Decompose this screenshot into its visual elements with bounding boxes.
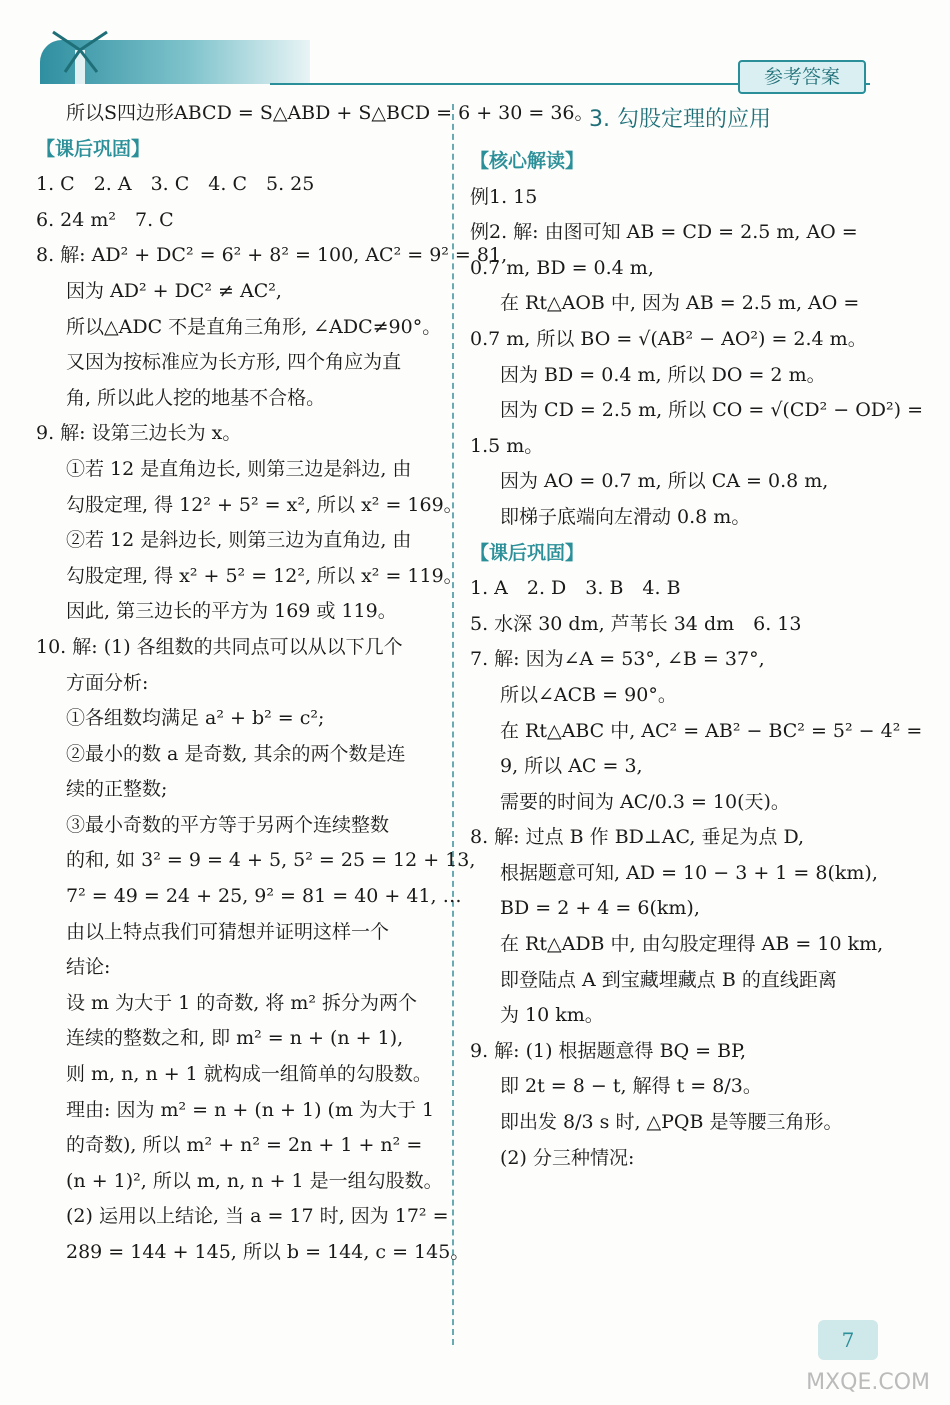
text-line: 6. 24 m² 7. C — [36, 208, 174, 231]
text-line: 在 Rt△ADB 中, 由勾股定理得 AB = 10 km, — [500, 933, 884, 956]
text-line: 8. 解: AD² + DC² = 6² + 8² = 100, AC² = 9² = 81, — [36, 244, 508, 267]
text-line: 1.5 m。 — [470, 434, 544, 457]
text-line: 续的正整数; — [66, 778, 168, 801]
text-line: 所以△ADC 不是直角三角形, ∠ADC≠90°。 — [66, 315, 442, 338]
text-line: ③最小奇数的平方等于另两个连续整数 — [66, 813, 390, 836]
text-line: (2) 运用以上结论, 当 a = 17 时, 因为 17² = — [66, 1205, 449, 1228]
text-line: 7. 解: 因为∠A = 53°, ∠B = 37°, — [470, 648, 765, 671]
text-line: 结论: — [66, 956, 111, 979]
text-line: 所以∠ACB = 90°。 — [500, 683, 677, 706]
text-line: 9. 解: 设第三边长为 x。 — [36, 422, 242, 445]
text-line: 8. 解: 过点 B 作 BD⊥AC, 垂足为点 D, — [470, 826, 805, 849]
text-line: 9. 解: (1) 根据题意得 BQ = BP, — [470, 1039, 747, 1062]
text-line: 即 2t = 8 − t, 解得 t = 8/3。 — [500, 1075, 762, 1098]
text-line: 即登陆点 A 到宝藏埋藏点 B 的直线距离 — [500, 968, 837, 991]
text-line: 289 = 144 + 145, 所以 b = 144, c = 145。 — [66, 1241, 470, 1263]
text-line: 因此, 第三边长的平方为 169 或 119。 — [66, 600, 397, 623]
text-line: ①若 12 是直角边长, 则第三边是斜边, 由 — [66, 457, 412, 480]
text-line: 5. 水深 30 dm, 芦苇长 34 dm 6. 13 — [470, 612, 802, 635]
text-line: 1. A 2. D 3. B 4. B — [470, 577, 681, 600]
text-line: 理由: 因为 m² = n + (n + 1) (m 为大于 1 — [66, 1098, 435, 1121]
text-line: 在 Rt△AOB 中, 因为 AB = 2.5 m, AO = — [500, 292, 860, 315]
section-title: 3. 勾股定理的应用 — [589, 107, 771, 132]
text-line: 1. C 2. A 3. C 4. C 5. 25 — [36, 173, 315, 196]
text-line: ②最小的数 a 是奇数, 其余的两个数是连 — [66, 742, 406, 765]
text-line: 角, 所以此人挖的地基不合格。 — [66, 386, 326, 409]
text-line: (n + 1)², 所以 m, n, n + 1 是一组勾股数。 — [66, 1169, 443, 1192]
text-line: 因为 AO = 0.7 m, 所以 CA = 0.8 m, — [500, 470, 829, 493]
column-divider — [452, 104, 454, 1345]
text-line: 7² = 49 = 24 + 25, 9² = 81 = 40 + 41, … — [66, 885, 462, 908]
text-line: ①各组数均满足 a² + b² = c²; — [66, 707, 325, 730]
text-line: 10. 解: (1) 各组数的共同点可以从以下几个 — [36, 635, 403, 658]
page-header — [0, 0, 950, 100]
text-line: 0.7 m, 所以 BO = √(AB² − AO²) = 2.4 m。 — [470, 327, 867, 350]
right-column — [470, 96, 924, 1176]
text-line: 例1. 15 — [470, 185, 538, 208]
text-line: 为 10 km。 — [500, 1004, 604, 1027]
text-line: 由以上特点我们可猜想并证明这样一个 — [66, 920, 390, 943]
text-line: 因为 BD = 0.4 m, 所以 DO = 2 m。 — [500, 363, 826, 386]
text-line: 方面分析: — [66, 671, 149, 694]
text-line: 连续的整数之和, 即 m² = n + (n + 1), — [66, 1027, 404, 1050]
windmill-icon — [45, 28, 115, 88]
text-line: 需要的时间为 AC/0.3 = 10(天)。 — [500, 790, 790, 813]
text-line: 【课后巩固】 — [36, 137, 151, 160]
text-line: 根据题意可知, AD = 10 − 3 + 1 = 8(km), — [500, 861, 878, 884]
text-line: 例2. 解: 由图可知 AB = CD = 2.5 m, AO = — [470, 221, 858, 244]
text-line: 0.7 m, BD = 0.4 m, — [470, 256, 654, 279]
text-line: 设 m 为大于 1 的奇数, 将 m² 拆分为两个 — [66, 991, 418, 1014]
text-line: 勾股定理, 得 12² + 5² = x², 所以 x² = 169。 — [66, 493, 463, 516]
text-line: 的和, 如 3² = 9 = 4 + 5, 5² = 25 = 12 + 13, — [66, 849, 476, 872]
watermark: MXQE.COM — [806, 1370, 930, 1395]
text-line: 所以S四边形ABCD = S△ABD + S△BCD = 6 + 30 = 36。 — [66, 102, 594, 124]
text-line: 【课后巩固】 — [470, 541, 585, 564]
page-number: 7 — [818, 1320, 878, 1360]
text-line: 的奇数), 所以 m² + n² = 2n + 1 + n² = — [66, 1134, 423, 1157]
text-line: 则 m, n, n + 1 就构成一组简单的勾股数。 — [66, 1063, 432, 1086]
text-line: BD = 2 + 4 = 6(km), — [500, 897, 700, 920]
answer-key-label: 参考答案 — [738, 60, 866, 94]
text-line: 因为 CD = 2.5 m, 所以 CO = √(CD² − OD²) = — [500, 399, 924, 422]
text-line: 在 Rt△ABC 中, AC² = AB² − BC² = 5² − 4² = — [500, 719, 923, 742]
text-line: 9, 所以 AC = 3, — [500, 755, 643, 778]
text-line: ②若 12 是斜边长, 则第三边为直角边, 由 — [66, 529, 412, 552]
text-line: 即出发 8/3 s 时, △PQB 是等腰三角形。 — [500, 1111, 843, 1134]
text-line: (2) 分三种情况: — [500, 1146, 635, 1169]
text-line: 勾股定理, 得 x² + 5² = 12², 所以 x² = 119。 — [66, 564, 463, 587]
text-line: 【核心解读】 — [470, 150, 585, 172]
text-line: 即梯子底端向左滑动 0.8 m。 — [500, 505, 751, 528]
text-line: 又因为按标准应为长方形, 四个角应为直 — [66, 351, 402, 374]
text-line: 因为 AD² + DC² ≠ AC², — [66, 279, 282, 302]
